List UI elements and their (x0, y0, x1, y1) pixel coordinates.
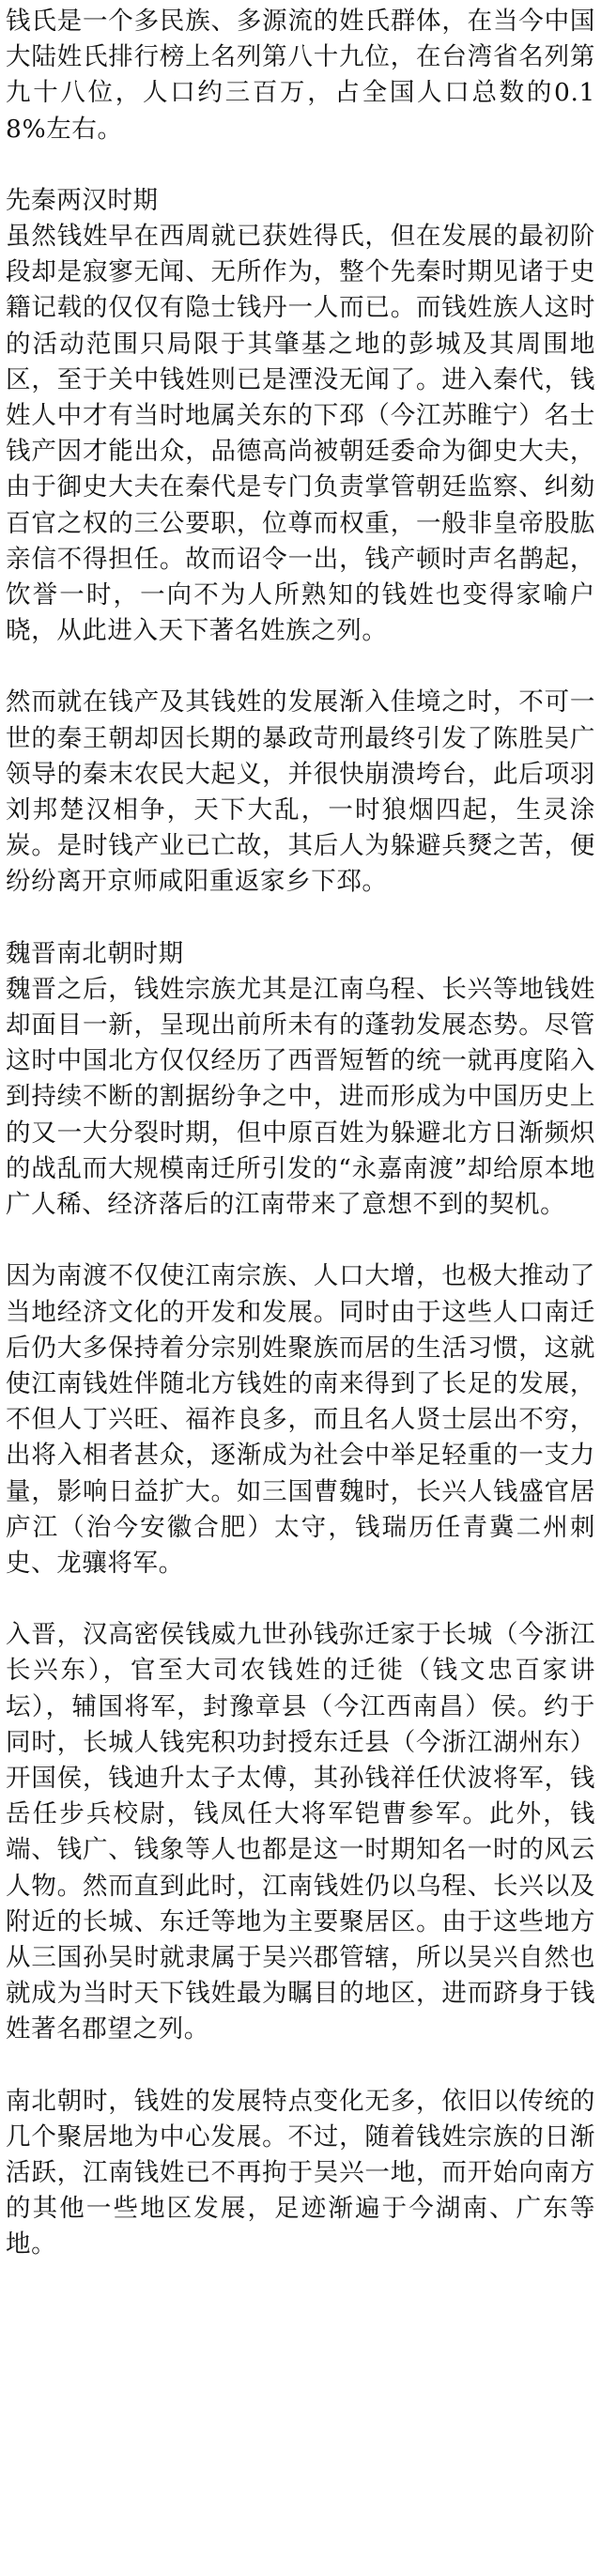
paragraph-southern-northern: 南北朝时，钱姓的发展特点变化无多，依旧以传统的几个聚居地为中心发展。不过，随着钱姓宗族的日渐活跃，江南钱姓已不再拘于吴兴一地，而开始向南方的其他一些地区发展，足迹渐遍于今湖南、广东等地。 (6, 2086, 595, 2260)
paragraph-wei-jin: 魏晋之后，钱姓宗族尤其是江南乌程、长兴等地钱姓却面目一新，呈现出前所未有的蓬勃发展态势。尽管这时中国北方仅仅经历了西晋短暂的统一就再度陷入到持续不断的割据纷争之中，进而形成为中国历史上的又一大分裂时期，但中原百姓为躲避北方日渐频炽的战乱而大规模南迁所引发的“永嘉南渡”却给原本地广人稀、经济落后的江南带来了意想不到的契机。 (6, 974, 595, 1220)
paragraph-gap (6, 649, 595, 685)
paragraph-gap (6, 2048, 595, 2084)
article-body (6, 4, 595, 2263)
paragraph-qin-collapse: 然而就在钱产及其钱姓的发展渐入佳境之时，不可一世的秦王朝却因长期的暴政苛刑最终引发了陈胜吴广领导的秦末农民大起义，并很快崩溃垮台，此后项羽刘邦楚汉相争，天下大乱，一时狼烟四起，生灵涂炭。是时钱产业已亡故，其后人为躲避兵燹之苦，便纷纷离开京师咸阳重返家乡下邳。 (6, 687, 595, 897)
paragraph-southern-migration: 因为南渡不仅使江南宗族、人口大增，也极大推动了当地经济文化的开发和发展。同时由于这些人口南迁后仍大多保持着分宗别姓聚族而居的生活习惯，这就使江南钱姓伴随北方钱姓的南来得到了长足的发展，不但人丁兴旺、福祚良多，而且名人贤士层出不穷，出将入相者甚众，逐渐成为社会中举足轻重的一支力量，影响日益扩大。如三国曹魏时，长兴人钱盛官居庐江（治今安徽合肥）太守，钱瑞历任青冀二州刺史、龙骧将军。 (6, 1261, 595, 1578)
paragraph-qian-chan: 虽然钱姓早在西周就已获姓得氏，但在发展的最初阶段却是寂寥无闻、无所作为，整个先秦时期见诸于史籍记载的仅仅有隐士钱丹一人而已。而钱姓族人这时的活动范围只局限于其肇基之地的彭城及其周围地区，至于关中钱姓则已是湮没无闻了。进入秦代，钱姓人中才有当时地属关东的下邳（今江苏睢宁）名士钱产因才能出众，品德高尚被朝廷委命为御史大夫，由于御史大夫在秦代是专门负责掌管朝廷监察、纠劾百官之权的三公要职，位尊而权重，一般非皇帝股肱亲信不得担任。故而诏令一出，钱产顿时声名鹊起，饮誉一时，一向不为人所熟知的钱姓也变得家喻户晓，从此进入天下著名姓族之列。 (6, 222, 595, 646)
paragraph-gap (6, 1223, 595, 1258)
intro-paragraph: 钱氏是一个多民族、多源流的姓氏群体，在当今中国大陆姓氏排行榜上名列第八十九位，在台湾省名列第九十八位，人口约三百万，占全国人口总数的0.18%左右。 (6, 7, 595, 144)
paragraph-jin-dynasty: 入晋，汉高密侯钱威九世孙钱弥迁家于长城（今浙江长兴东），官至大司农钱姓的迁徙（钱文忠百家讲坛），辅国将军，封豫章县（今江西南昌）侯。约于同时，长城人钱宪积功封授东迁县（今浙江湖州东）开国侯，钱迪升太子太傅，其孙钱祥任伏波将军，钱岳任步兵校尉，钱凤任大将军铠曹参军。此外，钱端、钱广、钱象等人也都是这一时期知名一时的风云人物。然而直到此时，江南钱姓仍以乌程、长兴以及附近的长城、东迁等地为主要聚居区。由于这些地方从三国孙吴时就隶属于吴兴郡管辖，所以吴兴自然也就成为当时天下钱姓最为瞩目的地区，进而跻身于钱姓著名郡望之列。 (6, 1620, 595, 2044)
paragraph-gap (6, 901, 595, 936)
section-heading-wei-jin: 魏晋南北朝时期 (6, 938, 184, 968)
paragraph-gap (6, 1581, 595, 1617)
paragraph-gap (6, 147, 595, 183)
section-heading-pre-qin-han: 先秦两汉时期 (6, 185, 159, 215)
